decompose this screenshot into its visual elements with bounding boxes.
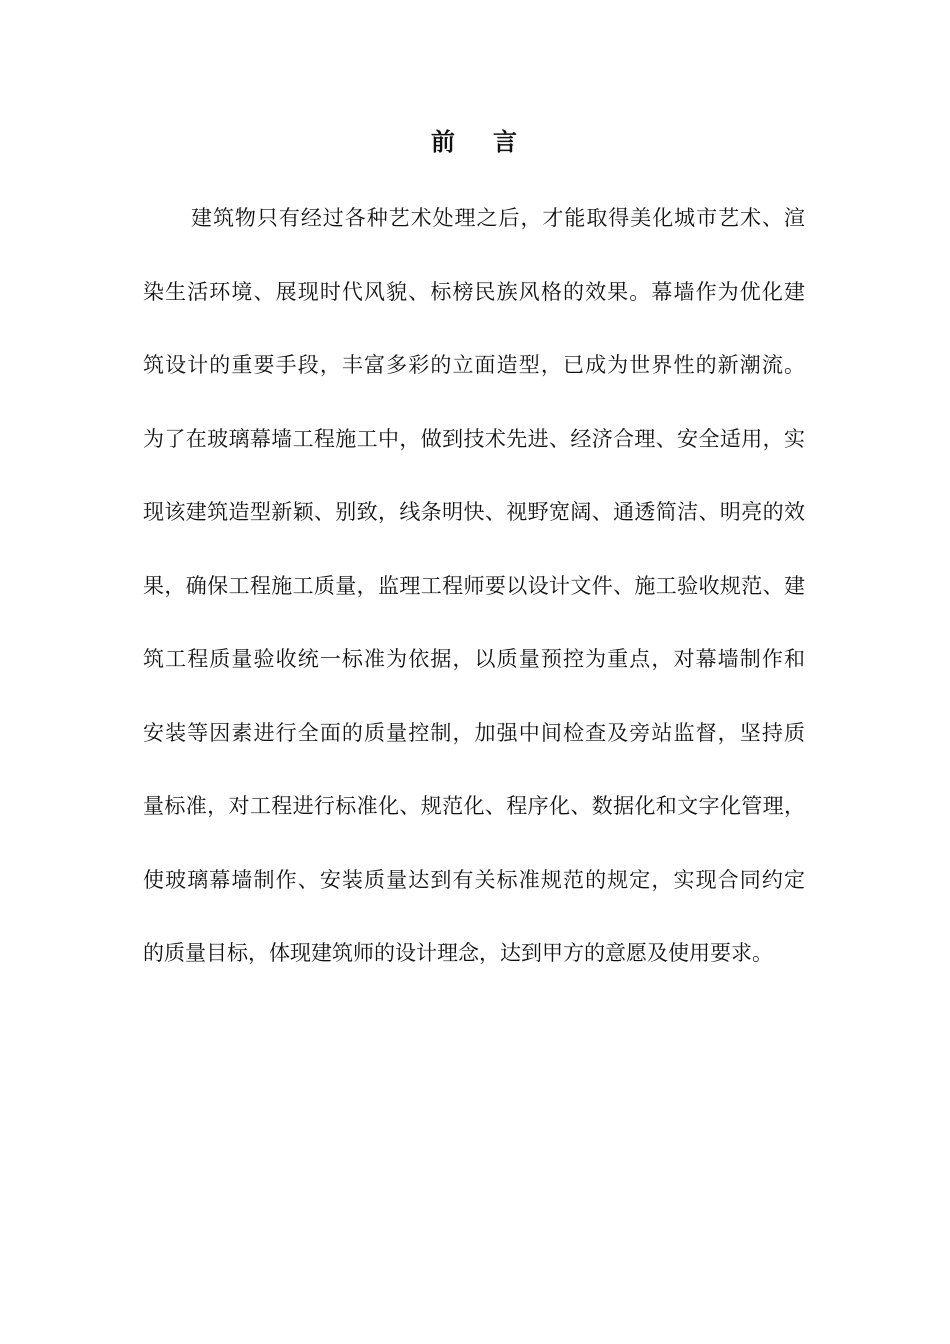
text-line: 现该建筑造型新颖、别致，线条明快、视野宽阔、通透简洁、明亮的效 [143, 500, 805, 524]
text-line: 染生活环境、展现时代风貌、标榜民族风格的效果。幕墙作为优化建 [143, 279, 805, 304]
text-line: 筑设计的重要手段，丰富多彩的立面造型，已成为世界性的新潮流。 [143, 353, 805, 377]
text-line: 果，确保工程施工质量，监理工程师要以设计文件、施工验收规范、建 [143, 573, 805, 598]
text-line: 的质量目标，体现建筑师的设计理念，达到甲方的意愿及使用要求。 [143, 941, 773, 965]
text-line: 使玻璃幕墙制作、安装质量达到有关标准规范的规定，实现合同约定 [143, 867, 805, 892]
preface-paragraph [143, 198, 805, 1007]
text-line: 建筑物只有经过各种艺术处理之后，才能取得美化城市艺术、渲 [191, 206, 805, 230]
page-title [0, 124, 950, 160]
text-line: 筑工程质量验收统一标准为依据，以质量预控为重点，对幕墙制作和 [143, 647, 805, 671]
text-line: 为了在玻璃幕墙工程施工中，做到技术先进、经济合理、安全适用，实 [143, 426, 805, 451]
text-line: 量标准，对工程进行标准化、规范化、程序化、数据化和文字化管理， [143, 794, 805, 818]
title-char-1: 前 [431, 128, 457, 156]
title-char-2: 言 [493, 128, 519, 156]
text-line: 安装等因素进行全面的质量控制，加强中间检查及旁站监督，坚持质 [143, 720, 805, 745]
